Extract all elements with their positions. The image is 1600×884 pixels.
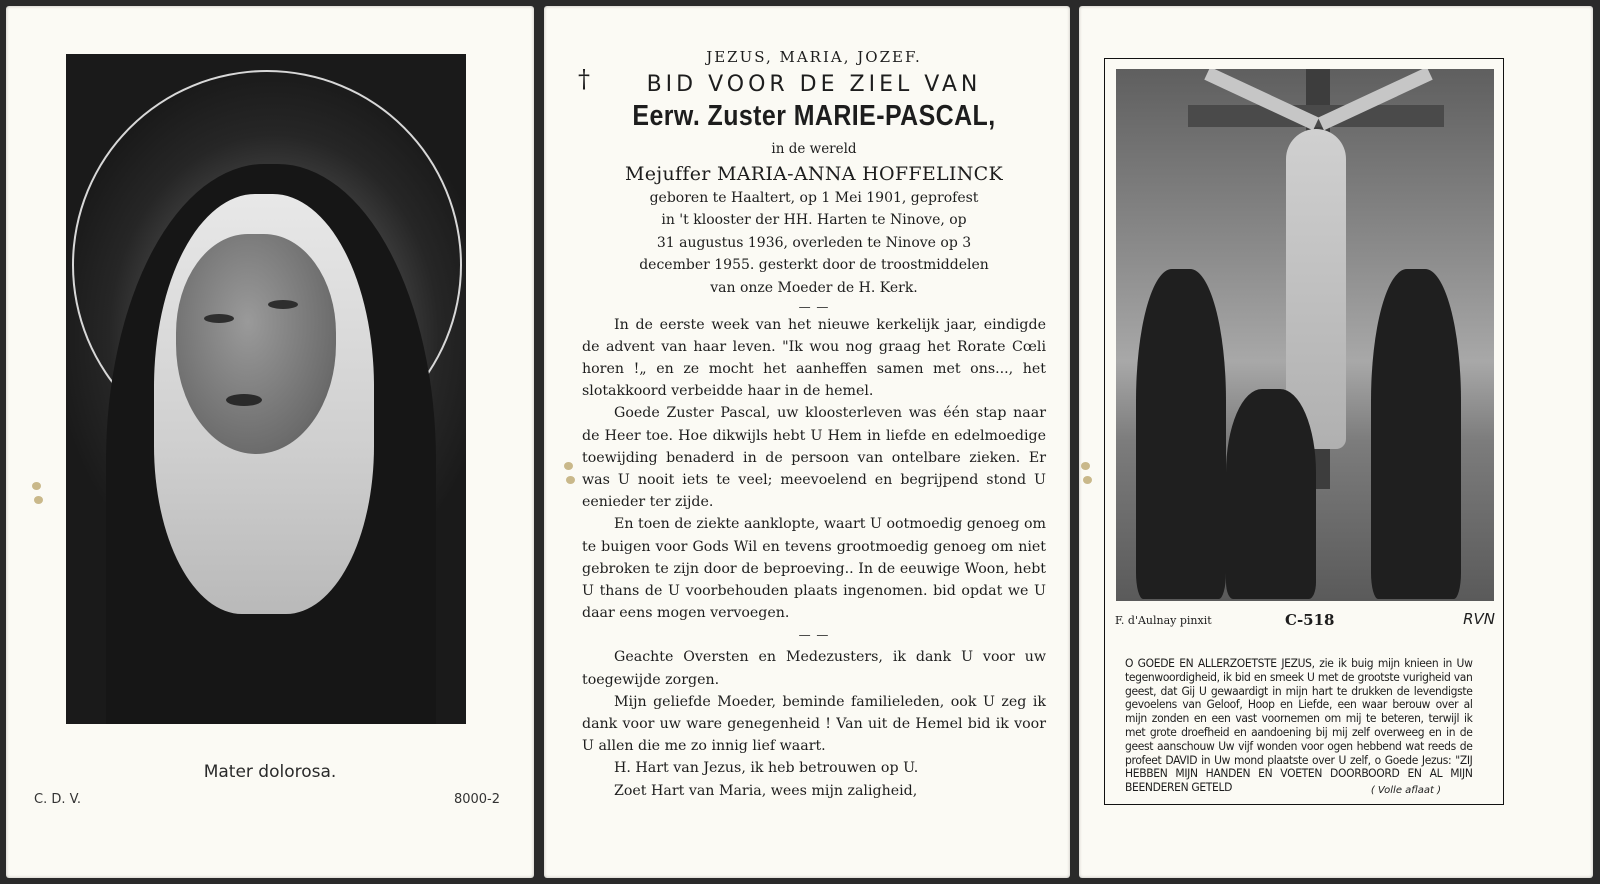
age-stain <box>34 496 43 504</box>
bio-line: in 't klooster der HH. Harten te Ninove, op <box>661 212 967 229</box>
publisher-monogram: RVN <box>1463 610 1495 628</box>
bio-line: 31 augustus 1936, overleden te Ninove op 3 <box>656 234 972 251</box>
printer-mark: C. D. V. <box>34 792 81 807</box>
closing-prayer: H. Hart van Jezus, ik heb betrouwen op U. <box>614 760 919 777</box>
eye-icon <box>268 300 298 309</box>
separator: — — <box>798 628 830 643</box>
face-shape <box>176 234 336 454</box>
paragraph: Mijn geliefde Moeder, beminde familieleden, ook U zeg ik dank voor uw ware genegenheid ! Van uit de Hemel bid ik voor U allen die me zo innig lief waart. <box>582 693 1046 755</box>
paragraph: In de eerste week van het nieuwe kerkelijk jaar, eindigde de advent van haar leven. "Ik wou nog graag het Rorate Cœli horen !„ en ze mocht het aanheffen samen met ons..., het slotakkoord verbeidde haar in de hemel. <box>582 316 1046 400</box>
bio-line: van onze Moeder de H. Kerk. <box>710 279 918 296</box>
prayer-heading <box>578 65 1046 98</box>
prayer-text: O GOEDE EN ALLERZOETSTE JEZUS, zie ik buig mijn knieen in Uw tegenwoordigheid, ik bid en smeek U met de grootste vurigheid van geest, dat Gij U gewaardigt in mijn hart te drukken de levendigste gevoelens van Geloof, Hoop en Liefde, een waar berouw over al mijn zonden en een vast voornemen om mij te beteren, terwijl ik met grote droefheid en aandoening bij mij zelf overweeg en in de geest aanschouw Uw vijf wonden voor ogen hebbend wat reeds de profeet DAVID in Uw mond plaatste over U zelf, o Goede Jezus: "ZIJ HEBBEN MIJN HANDEN EN VOETEN DOORBOORD EN AL MIJN BEENDEREN GETELD <box>1125 657 1473 795</box>
age-stain <box>566 476 575 484</box>
mater-dolorosa-image <box>66 54 466 724</box>
memorial-card-text <box>544 6 1070 878</box>
deceased-name: Eerw. Zuster MARIE-PASCAL, <box>632 100 996 133</box>
print-number: 8000-2 <box>453 792 500 807</box>
civil-name: Mejuffer MARIA-ANNA HOFFELINCK <box>625 162 1003 185</box>
biography <box>582 187 1046 300</box>
cross-icon: † <box>578 65 594 94</box>
age-stain <box>1081 462 1090 470</box>
memorial-card-back-crucifixion <box>1079 6 1593 878</box>
mourner-figure <box>1136 269 1226 599</box>
indulgence-note: ( Volle aflaat ) <box>1370 785 1441 796</box>
mourner-figure <box>1371 269 1461 599</box>
artist-credit: F. d'Aulnay pinxit <box>1115 614 1212 627</box>
age-stain <box>564 462 573 470</box>
bio-line: december 1955. gesterkt door de troostmiddelen <box>639 257 989 274</box>
eye-icon <box>204 314 234 323</box>
paragraph: En toen de ziekte aanklopte, waart U ootmoedig genoeg om te buigen voor Gods Wil en tevens grootmoedig genoeg om niet gebroken te zijn door de beproeving.. In de eeuwige Woon, hebt U thans de U voorbehouden plaats ingenomen. bid opdat we U daar eens mogen vervoegen. <box>582 516 1046 622</box>
invocation-heading: JEZUS, MARIA, JOZEF. <box>706 48 922 66</box>
bordered-frame <box>1104 58 1504 805</box>
image-caption: Mater dolorosa. <box>203 762 337 782</box>
memorial-card-front-mater-dolorosa <box>6 6 534 878</box>
lips-icon <box>226 394 262 406</box>
catalog-number: C-518 <box>1285 611 1335 629</box>
crucifixion-image <box>1116 69 1494 601</box>
kneeling-figure <box>1226 389 1316 599</box>
paragraph: Goede Zuster Pascal, uw kloosterleven was één stap naar de Heer toe. Hoe dikwijls hebt U Hem in liefde en edelmoedige toewijding benaderd in de persoon van ontelbare zieken. Er was U nooit iets te veel; meevoelend en begrijpend stond U eenieder ter zijde. <box>582 405 1046 511</box>
separator: — — <box>798 299 830 314</box>
prayer-heading-text: BID VOOR DE ZIEL VAN <box>646 72 982 98</box>
paragraph: Geachte Oversten en Medezusters, ik dank U voor uw toegewijde zorgen. <box>582 649 1046 688</box>
age-stain <box>32 482 41 490</box>
closing-prayer: Zoet Hart van Maria, wees mijn zaligheid, <box>614 782 918 799</box>
bio-line: geboren te Haaltert, op 1 Mei 1901, geprofest <box>649 189 979 206</box>
in-the-world-label: in de wereld <box>771 141 857 158</box>
age-stain <box>1083 476 1092 484</box>
